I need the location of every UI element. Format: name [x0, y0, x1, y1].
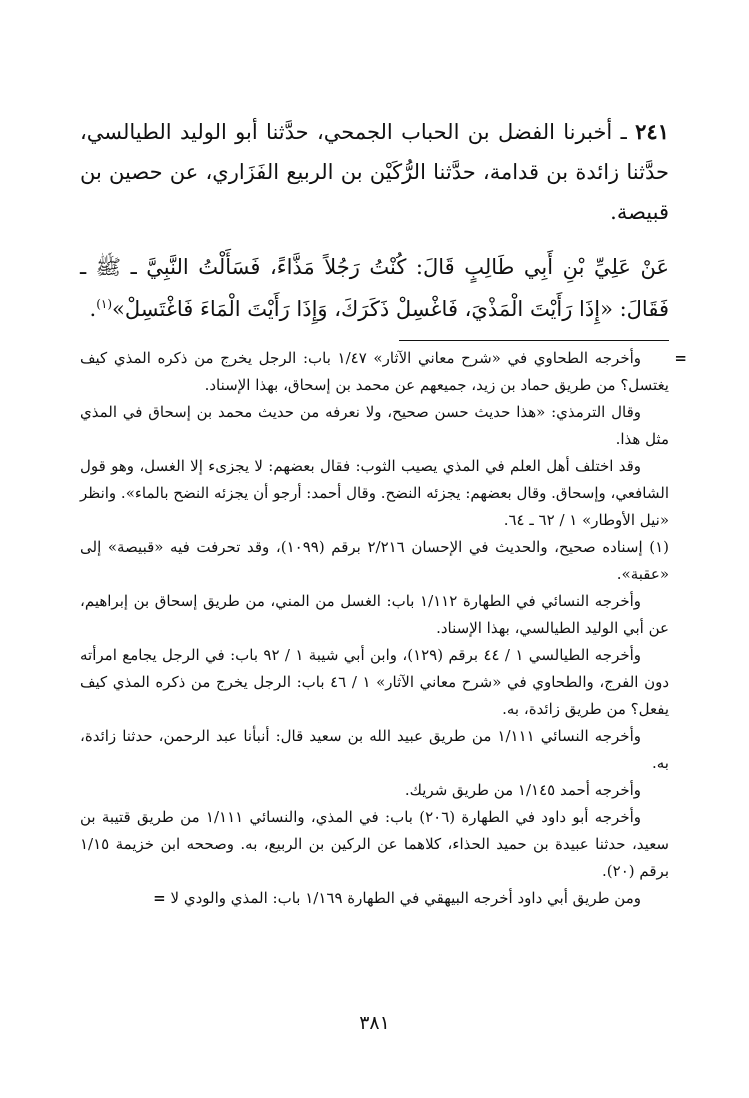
- matn-paragraph: [80, 246, 669, 330]
- footnote-1-head: (١) إسناده صحيح، والحديث في الإحسان ٢/٢١٦ برقم (١٠٩٩)، وقد تحرفت فيه «قبيصة» إلى «عقبة».: [80, 538, 669, 583]
- isnad-text: ـ أخبرنا الفضل بن الحباب الجمحي، حدَّثنا أبو الوليد الطيالسي، حدَّثنا زائدة بن قدامة، حدَّثنا الرُّكَيْن بن الربيع الفَزَاري، عن حصين بن قبيصة.: [80, 120, 669, 224]
- note-paragraph: وأخرجه النسائي ١/١١١ من طريق عبيد الله بن سعيد قال: أنبأنا عبد الرحمن، حدثنا زائدة، به.: [80, 727, 669, 772]
- matn-end: .: [89, 297, 97, 321]
- footnote-ref: (١): [96, 297, 113, 311]
- footnote-1: [80, 534, 669, 912]
- footnotes: [80, 345, 687, 912]
- isnad-paragraph: [80, 112, 669, 232]
- note-paragraph: [80, 885, 669, 912]
- continued-from-mark: =: [674, 349, 687, 367]
- matn-text: عَنْ عَلِيِّ بْنِ أَبِي طَالِبٍ قَالَ: كُنْتُ رَجُلاً مَذَّاءً، فَسَأَلْتُ النَّبِيَّ ـ ﷺ ـ فَقَالَ: «إِذَا رَأَيْتَ الْمَذْيَ، فَاغْسِلْ ذَكَرَكَ، وَإِذَا رَأَيْتَ الْمَاءَ فَاغْتَسِلْ»: [80, 255, 669, 321]
- footnote-separator: [399, 340, 669, 341]
- note-last-line: ومن طريق أبي داود أخرجه البيهقي في الطهارة ١/١٦٩ باب: المذي والودي لا: [170, 889, 641, 907]
- previous-footnote: [80, 345, 687, 534]
- continued-to-mark: =: [153, 889, 166, 907]
- note-paragraph: وقد اختلف أهل العلم في المذي يصيب الثوب: فقال بعضهم: لا يجزىء إلا الغسل، وهو قول الشافعي، وإسحاق. وقال بعضهم: يجزئه النضح. وقال أحمد: أرجو أن يجزئه النضح بالماء». وانظر «نيل الأوطار» ١ / ٦٢ ـ ٦٤.: [80, 457, 669, 529]
- note-paragraph: وأخرجه الطحاوي في «شرح معاني الآثار» ١/٤٧ باب: الرجل يخرج من ذكره المذي كيف يغتسل؟ من طريق حماد بن زيد، جميعهم عن محمد بن إسحاق، بهذا الإسناد.: [80, 349, 669, 394]
- page-number: ٣٨١: [359, 1012, 390, 1034]
- note-paragraph: وأخرجه أحمد ١/١٤٥ من طريق شريك.: [404, 781, 641, 799]
- note-paragraph: وأخرجه الطيالسي ١ / ٤٤ برقم (١٢٩)، وابن أبي شيبة ١ / ٩٢ باب: في الرجل يجامع امرأته دون الفرج، والطحاوي في «شرح معاني الآثار» ١ / ٤٦ باب: الرجل يخرج من ذكره المذي كيف يفعل؟ من طريق زائدة، به.: [80, 646, 670, 718]
- hadith-number: ٢٤١: [635, 119, 669, 144]
- hadith-block: [80, 112, 669, 330]
- note-paragraph: وأخرجه النسائي في الطهارة ١/١١٢ باب: الغسل من المني، من طريق إسحاق بن إبراهيم، عن أبي الوليد الطيالسي، بهذا الإسناد.: [80, 592, 669, 637]
- note-paragraph: وقال الترمذي: «هذا حديث حسن صحيح، ولا نعرفه من حديث محمد بن إسحاق في المذي مثل هذا.: [80, 403, 669, 448]
- note-paragraph: وأخرجه أبو داود في الطهارة (٢٠٦) باب: في المذي، والنسائي ١/١١١ من طريق قتيبة بن سعيد، حدثنا عبيدة بن حميد الحذاء، كلاهما عن الركين بن الربيع، به. وصححه ابن خزيمة ١/١٥ برقم (٢٠).: [80, 808, 669, 880]
